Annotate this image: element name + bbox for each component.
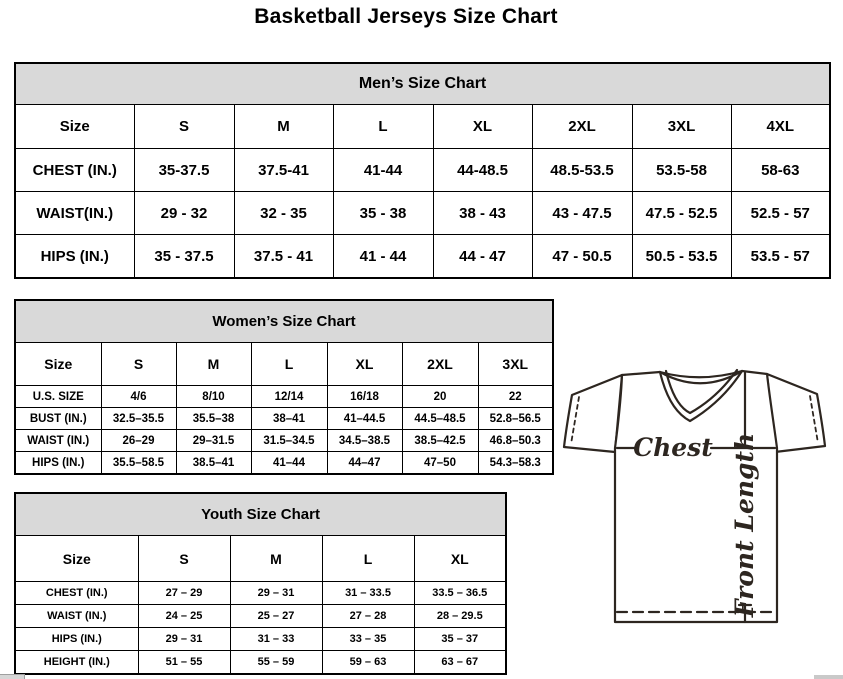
column-header: XL [433, 105, 532, 149]
row-label: WAIST(IN.) [15, 192, 134, 235]
womens-size-chart-table [14, 299, 554, 475]
column-header: S [134, 105, 234, 149]
row-label: BUST (IN.) [15, 408, 101, 430]
size-value: 43 - 47.5 [532, 192, 632, 235]
size-value: 53.5-58 [632, 149, 731, 192]
size-value: 12/14 [251, 386, 327, 408]
size-value: 29–31.5 [176, 430, 251, 452]
size-value: 52.5 - 57 [731, 192, 830, 235]
size-value: 35-37.5 [134, 149, 234, 192]
table-row [15, 192, 830, 235]
column-header: S [101, 343, 176, 386]
column-header: M [230, 536, 322, 582]
table-row [15, 235, 830, 279]
size-value: 46.8–50.3 [478, 430, 553, 452]
row-label: CHEST (IN.) [15, 149, 134, 192]
column-header: XL [327, 343, 402, 386]
size-value: 47 - 50.5 [532, 235, 632, 279]
size-value: 37.5-41 [234, 149, 333, 192]
size-value: 35 – 37 [414, 628, 506, 651]
column-header: 3XL [632, 105, 731, 149]
size-value: 31.5–34.5 [251, 430, 327, 452]
column-header: L [333, 105, 433, 149]
table-row [15, 651, 506, 675]
size-value: 29 – 31 [138, 628, 230, 651]
size-value: 32 - 35 [234, 192, 333, 235]
size-value: 33.5 – 36.5 [414, 582, 506, 605]
size-value: 32.5–35.5 [101, 408, 176, 430]
size-value: 27 – 28 [322, 605, 414, 628]
size-value: 31 – 33 [230, 628, 322, 651]
size-value: 34.5–38.5 [327, 430, 402, 452]
size-value: 58-63 [731, 149, 830, 192]
size-value: 41–44.5 [327, 408, 402, 430]
front-length-label: Front Length [730, 432, 759, 618]
size-value: 26–29 [101, 430, 176, 452]
size-value: 38.5–41 [176, 452, 251, 475]
size-value: 47.5 - 52.5 [632, 192, 731, 235]
mens-size-chart-table [14, 62, 831, 279]
size-value: 28 – 29.5 [414, 605, 506, 628]
column-header: M [176, 343, 251, 386]
column-header: L [251, 343, 327, 386]
chest-label: Chest [633, 433, 713, 462]
row-label: CHEST (IN.) [15, 582, 138, 605]
youth-size-chart-table [14, 492, 507, 675]
size-value: 22 [478, 386, 553, 408]
size-value: 38 - 43 [433, 192, 532, 235]
size-value: 41-44 [333, 149, 433, 192]
row-label: HIPS (IN.) [15, 452, 101, 475]
table-row [15, 149, 830, 192]
size-value: 35.5–58.5 [101, 452, 176, 475]
size-value: 50.5 - 53.5 [632, 235, 731, 279]
size-value: 59 – 63 [322, 651, 414, 675]
size-value: 53.5 - 57 [731, 235, 830, 279]
size-value: 41–44 [251, 452, 327, 475]
table-row [15, 605, 506, 628]
table-row [15, 452, 553, 475]
size-value: 35.5–38 [176, 408, 251, 430]
row-label: HEIGHT (IN.) [15, 651, 138, 675]
size-value: 47–50 [402, 452, 478, 475]
table-row [15, 430, 553, 452]
size-value: 44-48.5 [433, 149, 532, 192]
youth-chart-title: Youth Size Chart [15, 493, 506, 536]
table-row [15, 628, 506, 651]
column-header: 3XL [478, 343, 553, 386]
jersey-left-sleeve [564, 375, 622, 452]
size-value: 31 – 33.5 [322, 582, 414, 605]
column-header: Size [15, 105, 134, 149]
size-value: 63 – 67 [414, 651, 506, 675]
size-value: 33 – 35 [322, 628, 414, 651]
size-value: 44 - 47 [433, 235, 532, 279]
column-header: M [234, 105, 333, 149]
table-row [15, 408, 553, 430]
table-row [15, 386, 553, 408]
row-label: WAIST (IN.) [15, 430, 101, 452]
column-header: Size [15, 343, 101, 386]
size-value: 38–41 [251, 408, 327, 430]
size-value: 27 – 29 [138, 582, 230, 605]
size-value: 51 – 55 [138, 651, 230, 675]
size-value: 35 - 38 [333, 192, 433, 235]
size-value: 54.3–58.3 [478, 452, 553, 475]
womens-chart-title: Women’s Size Chart [15, 300, 553, 343]
row-label: HIPS (IN.) [15, 628, 138, 651]
column-header: Size [15, 536, 138, 582]
scrollbar-fragment-left[interactable] [0, 674, 25, 679]
page-title: Basketball Jerseys Size Chart [254, 5, 558, 28]
size-value: 44.5–48.5 [402, 408, 478, 430]
size-value: 48.5-53.5 [532, 149, 632, 192]
size-value: 38.5–42.5 [402, 430, 478, 452]
size-value: 24 – 25 [138, 605, 230, 628]
column-header: L [322, 536, 414, 582]
column-header: XL [414, 536, 506, 582]
size-value: 4/6 [101, 386, 176, 408]
column-header: S [138, 536, 230, 582]
size-value: 16/18 [327, 386, 402, 408]
scrollbar-fragment-right[interactable] [814, 675, 843, 679]
size-value: 41 - 44 [333, 235, 433, 279]
row-label: HIPS (IN.) [15, 235, 134, 279]
size-value: 35 - 37.5 [134, 235, 234, 279]
row-label: U.S. SIZE [15, 386, 101, 408]
size-value: 37.5 - 41 [234, 235, 333, 279]
column-header: 2XL [402, 343, 478, 386]
size-value: 52.8–56.5 [478, 408, 553, 430]
jersey-measurement-diagram [556, 364, 843, 636]
size-value: 29 - 32 [134, 192, 234, 235]
table-row [15, 582, 506, 605]
size-value: 29 – 31 [230, 582, 322, 605]
size-value: 20 [402, 386, 478, 408]
mens-chart-title: Men’s Size Chart [15, 63, 830, 105]
size-value: 8/10 [176, 386, 251, 408]
size-value: 44–47 [327, 452, 402, 475]
size-value: 55 – 59 [230, 651, 322, 675]
column-header: 2XL [532, 105, 632, 149]
size-value: 25 – 27 [230, 605, 322, 628]
row-label: WAIST (IN.) [15, 605, 138, 628]
column-header: 4XL [731, 105, 830, 149]
